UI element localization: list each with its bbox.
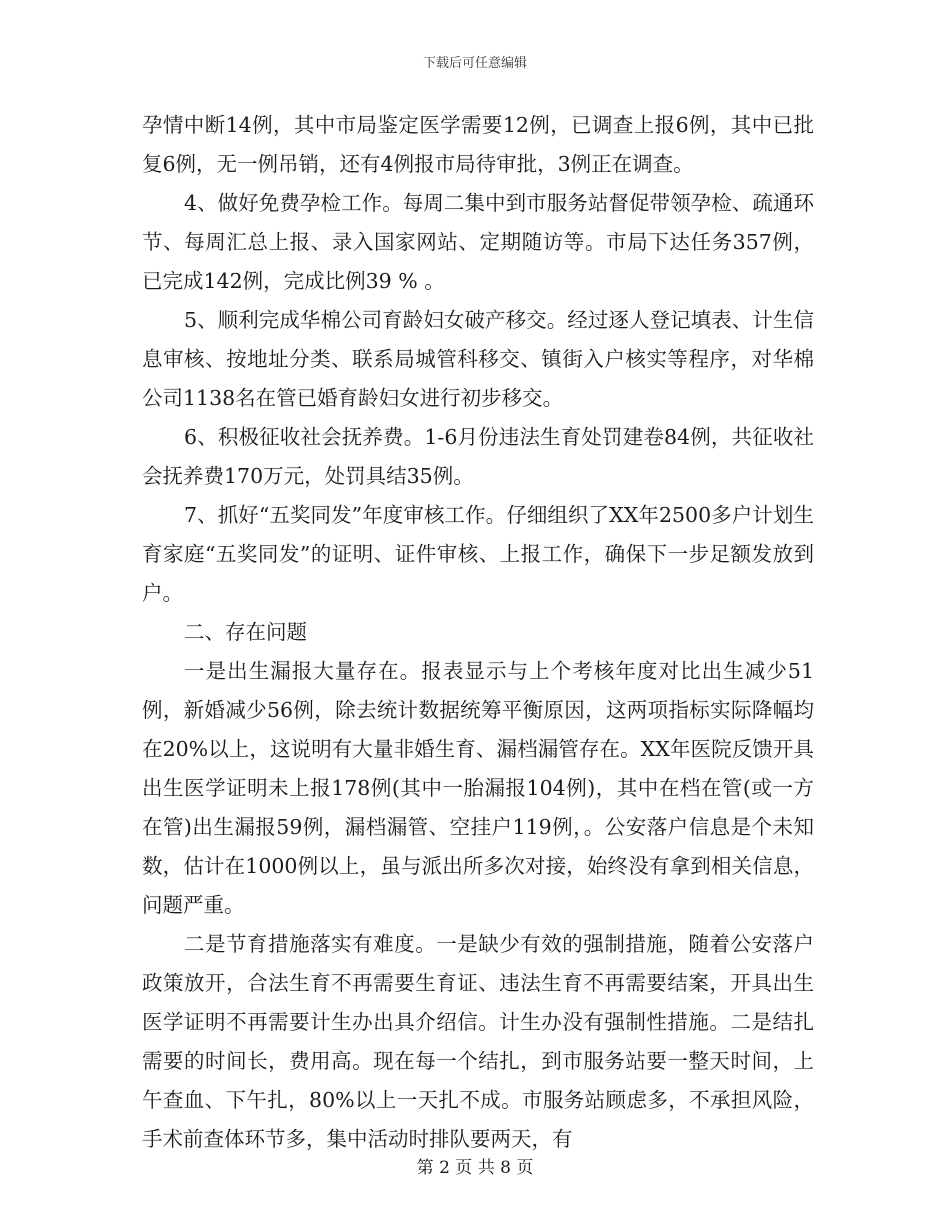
page-footer: 第 2 页 共 8 页 [416, 1158, 534, 1178]
paragraph-1: 孕情中断14例，其中市局鉴定医学需要12例，已调查上报6例，其中已批复6例，无一例吊销，还有4例报市局待审批，3例正在调查。 [142, 113, 814, 176]
paragraph-2: 4、做好免费孕检工作。每周二集中到市服务站督促带领孕检、疏通环节、每周汇总上报、录入国家网站、定期随访等。市局下达任务357例，已完成142例，完成比例39 % 。 [142, 191, 814, 293]
document-body [142, 106, 814, 1159]
paragraph-7: 二是节育措施落实有难度。一是缺少有效的强制措施，随着公安落户政策放开，合法生育不再需要生育证、违法生育不再需要结案，开具出生医学证明不再需要计生办出具介绍信。计生办没有强制性措施。二是结扎需要的时间长，费用高。现在每一个结扎，到市服务站要一整天时间，上午查血、下午扎，80%以上一天扎不成。市服务站顾虑多，不承担风险，手术前查体环节多，集中活动时排队要两天，有 [142, 932, 814, 1151]
paragraph-4: 6、积极征收社会抚养费。1-6月份违法生育处罚建卷84例，共征收社会抚养费170万元，处罚具结35例。 [142, 425, 814, 488]
paragraph-5: 7、抓好“五奖同发”年度审核工作。仔细组织了XX年2500多户计划生育家庭“五奖同发”的证明、证件审核、上报工作，确保下一步足额发放到户。 [142, 503, 814, 605]
section-heading-problems: 二、存在问题 [184, 620, 307, 644]
paragraph-6: 一是出生漏报大量存在。报表显示与上个考核年度对比出生减少51例，新婚减少56例，除去统计数据统筹平衡原因，这两项指标实际降幅均在20%以上，这说明有大量非婚生育、漏档漏管存在。XX年医院反馈开具出生医学证明未上报178例(其中一胎漏报104例)，其中在档在管(或一方在管)出生漏报59例，漏档漏管、空挂户119例，。公安落户信息是个未知数，估计在1000例以上，虽与派出所多次对接，始终没有拿到相关信息，问题严重。 [142, 659, 814, 917]
page-header: 下载后可任意编辑 [422, 56, 527, 71]
paragraph-3: 5、顺利完成华棉公司育龄妇女破产移交。经过逐人登记填表、计生信息审核、按地址分类、联系局城管科移交、镇街入户核实等程序，对华棉公司1138名在管已婚育龄妇女进行初步移交。 [142, 308, 814, 410]
